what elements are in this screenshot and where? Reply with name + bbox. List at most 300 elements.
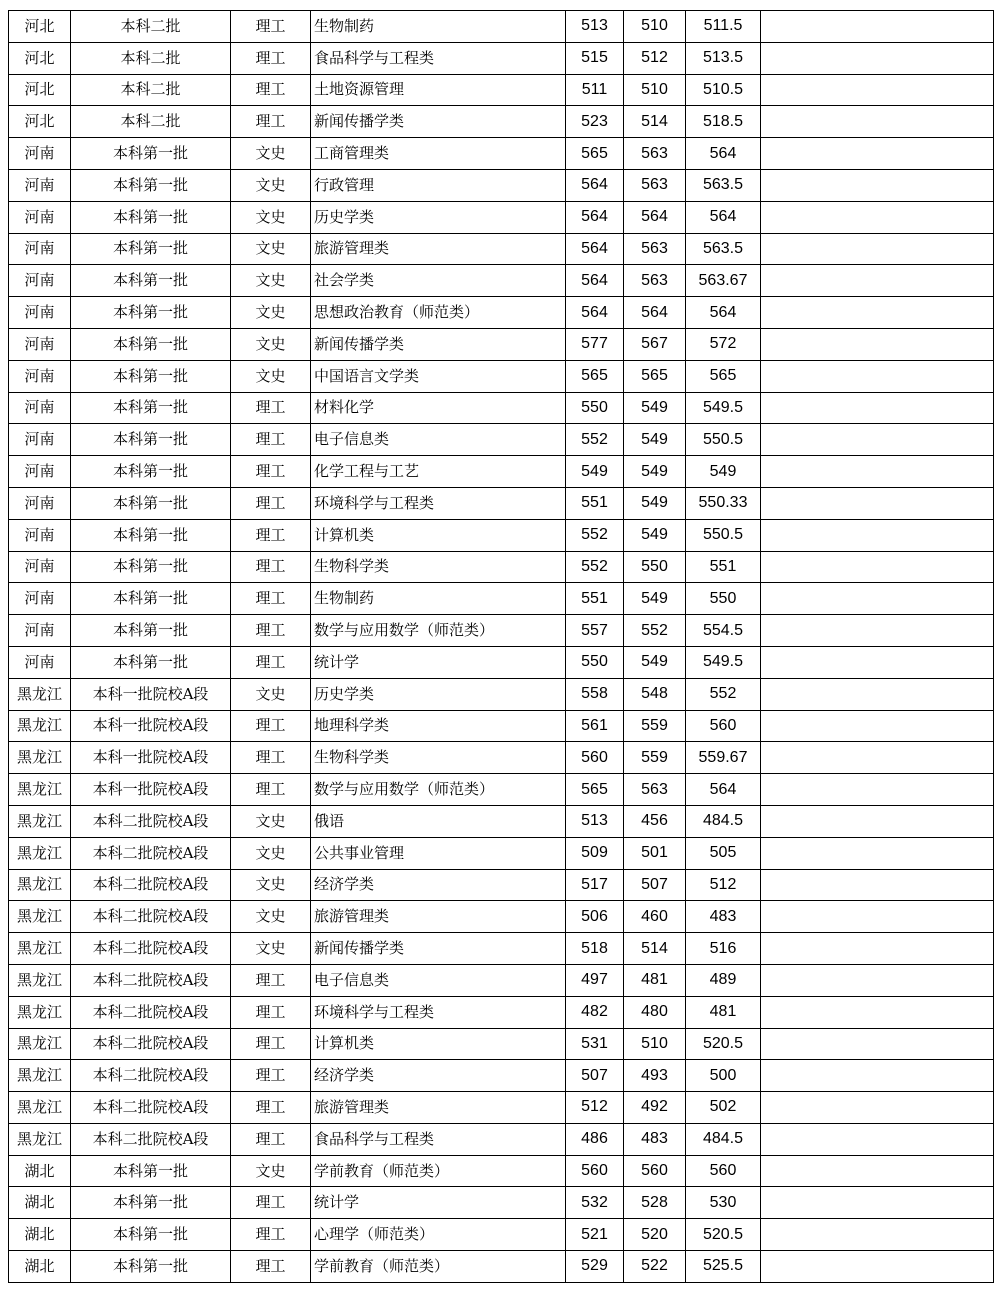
category-cell: 文史: [231, 328, 311, 360]
max-score-cell: 564: [566, 233, 624, 265]
batch-cell: 本科二批院校A段: [71, 1028, 231, 1060]
major-cell: 旅游管理类: [311, 901, 566, 933]
category-cell: 理工: [231, 106, 311, 138]
batch-cell: 本科第一批: [71, 233, 231, 265]
table-row: [9, 901, 994, 933]
avg-score-cell: 505: [686, 837, 761, 869]
province-cell: 河南: [9, 328, 71, 360]
min-score-cell: 549: [624, 583, 686, 615]
batch-cell: 本科第一批: [71, 138, 231, 170]
avg-score-cell: 525.5: [686, 1251, 761, 1283]
note-cell: [761, 456, 994, 488]
avg-score-cell: 560: [686, 710, 761, 742]
major-cell: 历史学类: [311, 678, 566, 710]
note-cell: [761, 1155, 994, 1187]
note-cell: [761, 74, 994, 106]
max-score-cell: 517: [566, 869, 624, 901]
table-row: [9, 1028, 994, 1060]
category-cell: 文史: [231, 678, 311, 710]
batch-cell: 本科二批院校A段: [71, 933, 231, 965]
avg-score-cell: 549.5: [686, 392, 761, 424]
major-cell: 思想政治教育（师范类）: [311, 297, 566, 329]
province-cell: 河南: [9, 201, 71, 233]
batch-cell: 本科一批院校A段: [71, 774, 231, 806]
batch-cell: 本科第一批: [71, 328, 231, 360]
province-cell: 河南: [9, 551, 71, 583]
avg-score-cell: 563.5: [686, 169, 761, 201]
table-row: [9, 996, 994, 1028]
note-cell: [761, 297, 994, 329]
province-cell: 湖北: [9, 1187, 71, 1219]
major-cell: 计算机类: [311, 1028, 566, 1060]
avg-score-cell: 560: [686, 1155, 761, 1187]
avg-score-cell: 563.5: [686, 233, 761, 265]
province-cell: 黑龙江: [9, 805, 71, 837]
province-cell: 黑龙江: [9, 742, 71, 774]
major-cell: 地理科学类: [311, 710, 566, 742]
max-score-cell: 532: [566, 1187, 624, 1219]
category-cell: 文史: [231, 869, 311, 901]
category-cell: 理工: [231, 456, 311, 488]
province-cell: 河北: [9, 42, 71, 74]
province-cell: 河南: [9, 424, 71, 456]
min-score-cell: 510: [624, 1028, 686, 1060]
min-score-cell: 549: [624, 487, 686, 519]
batch-cell: 本科二批院校A段: [71, 964, 231, 996]
max-score-cell: 551: [566, 583, 624, 615]
max-score-cell: 558: [566, 678, 624, 710]
batch-cell: 本科二批: [71, 11, 231, 43]
major-cell: 数学与应用数学（师范类）: [311, 774, 566, 806]
batch-cell: 本科二批: [71, 42, 231, 74]
batch-cell: 本科第一批: [71, 583, 231, 615]
major-cell: 食品科学与工程类: [311, 1123, 566, 1155]
note-cell: [761, 837, 994, 869]
category-cell: 文史: [231, 233, 311, 265]
table-row: [9, 138, 994, 170]
batch-cell: 本科第一批: [71, 1155, 231, 1187]
min-score-cell: 565: [624, 360, 686, 392]
note-cell: [761, 265, 994, 297]
avg-score-cell: 565: [686, 360, 761, 392]
batch-cell: 本科第一批: [71, 646, 231, 678]
avg-score-cell: 572: [686, 328, 761, 360]
avg-score-cell: 550: [686, 583, 761, 615]
avg-score-cell: 549: [686, 456, 761, 488]
major-cell: 经济学类: [311, 1060, 566, 1092]
province-cell: 湖北: [9, 1251, 71, 1283]
major-cell: 电子信息类: [311, 424, 566, 456]
note-cell: [761, 392, 994, 424]
note-cell: [761, 328, 994, 360]
max-score-cell: 564: [566, 265, 624, 297]
batch-cell: 本科二批: [71, 74, 231, 106]
table-row: [9, 169, 994, 201]
major-cell: 土地资源管理: [311, 74, 566, 106]
note-cell: [761, 138, 994, 170]
category-cell: 文史: [231, 297, 311, 329]
note-cell: [761, 1187, 994, 1219]
category-cell: 文史: [231, 1155, 311, 1187]
note-cell: [761, 869, 994, 901]
province-cell: 河南: [9, 233, 71, 265]
note-cell: [761, 519, 994, 551]
major-cell: 统计学: [311, 646, 566, 678]
max-score-cell: 515: [566, 42, 624, 74]
note-cell: [761, 583, 994, 615]
note-cell: [761, 1123, 994, 1155]
category-cell: 理工: [231, 1251, 311, 1283]
category-cell: 文史: [231, 805, 311, 837]
max-score-cell: 529: [566, 1251, 624, 1283]
min-score-cell: 549: [624, 392, 686, 424]
table-row: [9, 1092, 994, 1124]
province-cell: 河北: [9, 11, 71, 43]
min-score-cell: 549: [624, 519, 686, 551]
major-cell: 环境科学与工程类: [311, 996, 566, 1028]
note-cell: [761, 424, 994, 456]
major-cell: 生物制药: [311, 583, 566, 615]
note-cell: [761, 233, 994, 265]
avg-score-cell: 563.67: [686, 265, 761, 297]
min-score-cell: 560: [624, 1155, 686, 1187]
table-row: [9, 615, 994, 647]
major-cell: 食品科学与工程类: [311, 42, 566, 74]
category-cell: 理工: [231, 551, 311, 583]
category-cell: 理工: [231, 392, 311, 424]
avg-score-cell: 530: [686, 1187, 761, 1219]
min-score-cell: 563: [624, 265, 686, 297]
min-score-cell: 501: [624, 837, 686, 869]
avg-score-cell: 549.5: [686, 646, 761, 678]
major-cell: 俄语: [311, 805, 566, 837]
province-cell: 黑龙江: [9, 710, 71, 742]
major-cell: 计算机类: [311, 519, 566, 551]
max-score-cell: 509: [566, 837, 624, 869]
max-score-cell: 523: [566, 106, 624, 138]
category-cell: 文史: [231, 138, 311, 170]
category-cell: 理工: [231, 1060, 311, 1092]
table-row: [9, 805, 994, 837]
note-cell: [761, 901, 994, 933]
min-score-cell: 563: [624, 169, 686, 201]
category-cell: 文史: [231, 933, 311, 965]
max-score-cell: 560: [566, 1155, 624, 1187]
max-score-cell: 512: [566, 1092, 624, 1124]
avg-score-cell: 564: [686, 201, 761, 233]
note-cell: [761, 805, 994, 837]
avg-score-cell: 481: [686, 996, 761, 1028]
min-score-cell: 563: [624, 774, 686, 806]
avg-score-cell: 564: [686, 774, 761, 806]
batch-cell: 本科第一批: [71, 424, 231, 456]
table-row: [9, 551, 994, 583]
max-score-cell: 507: [566, 1060, 624, 1092]
avg-score-cell: 550.33: [686, 487, 761, 519]
avg-score-cell: 516: [686, 933, 761, 965]
note-cell: [761, 106, 994, 138]
avg-score-cell: 484.5: [686, 1123, 761, 1155]
max-score-cell: 521: [566, 1219, 624, 1251]
batch-cell: 本科第一批: [71, 1251, 231, 1283]
category-cell: 理工: [231, 1028, 311, 1060]
max-score-cell: 550: [566, 392, 624, 424]
min-score-cell: 481: [624, 964, 686, 996]
table-row: [9, 233, 994, 265]
category-cell: 理工: [231, 487, 311, 519]
admission-score-table: [8, 10, 994, 1283]
max-score-cell: 497: [566, 964, 624, 996]
province-cell: 河南: [9, 487, 71, 519]
min-score-cell: 559: [624, 742, 686, 774]
avg-score-cell: 489: [686, 964, 761, 996]
min-score-cell: 549: [624, 456, 686, 488]
batch-cell: 本科第一批: [71, 615, 231, 647]
min-score-cell: 567: [624, 328, 686, 360]
category-cell: 理工: [231, 42, 311, 74]
category-cell: 理工: [231, 1187, 311, 1219]
table-row: [9, 1060, 994, 1092]
min-score-cell: 549: [624, 646, 686, 678]
province-cell: 河南: [9, 360, 71, 392]
batch-cell: 本科二批院校A段: [71, 869, 231, 901]
min-score-cell: 563: [624, 233, 686, 265]
province-cell: 黑龙江: [9, 901, 71, 933]
batch-cell: 本科二批院校A段: [71, 805, 231, 837]
avg-score-cell: 559.67: [686, 742, 761, 774]
avg-score-cell: 512: [686, 869, 761, 901]
max-score-cell: 552: [566, 424, 624, 456]
note-cell: [761, 742, 994, 774]
min-score-cell: 507: [624, 869, 686, 901]
province-cell: 黑龙江: [9, 869, 71, 901]
major-cell: 统计学: [311, 1187, 566, 1219]
max-score-cell: 561: [566, 710, 624, 742]
batch-cell: 本科第一批: [71, 265, 231, 297]
table-row: [9, 710, 994, 742]
avg-score-cell: 564: [686, 138, 761, 170]
province-cell: 黑龙江: [9, 1123, 71, 1155]
batch-cell: 本科二批院校A段: [71, 901, 231, 933]
major-cell: 电子信息类: [311, 964, 566, 996]
table-body: [9, 11, 994, 1283]
batch-cell: 本科第一批: [71, 360, 231, 392]
category-cell: 理工: [231, 742, 311, 774]
avg-score-cell: 551: [686, 551, 761, 583]
batch-cell: 本科第一批: [71, 487, 231, 519]
table-row: [9, 424, 994, 456]
category-cell: 理工: [231, 615, 311, 647]
province-cell: 黑龙江: [9, 1060, 71, 1092]
province-cell: 河南: [9, 615, 71, 647]
score-table-container: [8, 10, 994, 1283]
avg-score-cell: 552: [686, 678, 761, 710]
note-cell: [761, 996, 994, 1028]
note-cell: [761, 1251, 994, 1283]
note-cell: [761, 933, 994, 965]
max-score-cell: 531: [566, 1028, 624, 1060]
avg-score-cell: 518.5: [686, 106, 761, 138]
table-row: [9, 646, 994, 678]
table-row: [9, 1187, 994, 1219]
province-cell: 黑龙江: [9, 1028, 71, 1060]
batch-cell: 本科第一批: [71, 551, 231, 583]
note-cell: [761, 615, 994, 647]
table-row: [9, 774, 994, 806]
note-cell: [761, 11, 994, 43]
table-row: [9, 297, 994, 329]
table-row: [9, 487, 994, 519]
note-cell: [761, 42, 994, 74]
category-cell: 理工: [231, 519, 311, 551]
category-cell: 理工: [231, 11, 311, 43]
province-cell: 黑龙江: [9, 678, 71, 710]
max-score-cell: 511: [566, 74, 624, 106]
table-row: [9, 933, 994, 965]
max-score-cell: 564: [566, 169, 624, 201]
max-score-cell: 482: [566, 996, 624, 1028]
note-cell: [761, 1028, 994, 1060]
max-score-cell: 513: [566, 11, 624, 43]
province-cell: 河南: [9, 169, 71, 201]
table-row: [9, 74, 994, 106]
major-cell: 环境科学与工程类: [311, 487, 566, 519]
major-cell: 旅游管理类: [311, 1092, 566, 1124]
max-score-cell: 552: [566, 551, 624, 583]
min-score-cell: 493: [624, 1060, 686, 1092]
max-score-cell: 564: [566, 201, 624, 233]
max-score-cell: 565: [566, 774, 624, 806]
table-row: [9, 360, 994, 392]
province-cell: 河南: [9, 456, 71, 488]
max-score-cell: 551: [566, 487, 624, 519]
major-cell: 材料化学: [311, 392, 566, 424]
table-row: [9, 42, 994, 74]
avg-score-cell: 510.5: [686, 74, 761, 106]
avg-score-cell: 502: [686, 1092, 761, 1124]
major-cell: 数学与应用数学（师范类）: [311, 615, 566, 647]
max-score-cell: 564: [566, 297, 624, 329]
category-cell: 文史: [231, 360, 311, 392]
major-cell: 新闻传播学类: [311, 328, 566, 360]
avg-score-cell: 554.5: [686, 615, 761, 647]
table-row: [9, 869, 994, 901]
major-cell: 新闻传播学类: [311, 106, 566, 138]
major-cell: 社会学类: [311, 265, 566, 297]
min-score-cell: 520: [624, 1219, 686, 1251]
major-cell: 工商管理类: [311, 138, 566, 170]
category-cell: 理工: [231, 424, 311, 456]
province-cell: 河南: [9, 583, 71, 615]
batch-cell: 本科第一批: [71, 519, 231, 551]
max-score-cell: 557: [566, 615, 624, 647]
note-cell: [761, 360, 994, 392]
major-cell: 生物科学类: [311, 551, 566, 583]
province-cell: 河南: [9, 519, 71, 551]
max-score-cell: 552: [566, 519, 624, 551]
avg-score-cell: 550.5: [686, 519, 761, 551]
category-cell: 理工: [231, 996, 311, 1028]
avg-score-cell: 483: [686, 901, 761, 933]
category-cell: 理工: [231, 74, 311, 106]
batch-cell: 本科一批院校A段: [71, 678, 231, 710]
province-cell: 湖北: [9, 1219, 71, 1251]
category-cell: 文史: [231, 169, 311, 201]
category-cell: 理工: [231, 774, 311, 806]
table-row: [9, 1155, 994, 1187]
province-cell: 湖北: [9, 1155, 71, 1187]
avg-score-cell: 550.5: [686, 424, 761, 456]
major-cell: 化学工程与工艺: [311, 456, 566, 488]
batch-cell: 本科二批院校A段: [71, 1060, 231, 1092]
min-score-cell: 510: [624, 11, 686, 43]
major-cell: 旅游管理类: [311, 233, 566, 265]
batch-cell: 本科二批院校A段: [71, 1092, 231, 1124]
max-score-cell: 550: [566, 646, 624, 678]
min-score-cell: 460: [624, 901, 686, 933]
note-cell: [761, 487, 994, 519]
category-cell: 文史: [231, 265, 311, 297]
avg-score-cell: 513.5: [686, 42, 761, 74]
min-score-cell: 514: [624, 106, 686, 138]
table-row: [9, 837, 994, 869]
note-cell: [761, 551, 994, 583]
min-score-cell: 549: [624, 424, 686, 456]
min-score-cell: 563: [624, 138, 686, 170]
table-row: [9, 392, 994, 424]
min-score-cell: 512: [624, 42, 686, 74]
table-row: [9, 1123, 994, 1155]
batch-cell: 本科二批院校A段: [71, 996, 231, 1028]
min-score-cell: 483: [624, 1123, 686, 1155]
min-score-cell: 514: [624, 933, 686, 965]
category-cell: 理工: [231, 964, 311, 996]
major-cell: 心理学（师范类）: [311, 1219, 566, 1251]
major-cell: 公共事业管理: [311, 837, 566, 869]
min-score-cell: 564: [624, 297, 686, 329]
batch-cell: 本科二批院校A段: [71, 837, 231, 869]
max-score-cell: 486: [566, 1123, 624, 1155]
avg-score-cell: 520.5: [686, 1028, 761, 1060]
avg-score-cell: 500: [686, 1060, 761, 1092]
major-cell: 学前教育（师范类）: [311, 1155, 566, 1187]
note-cell: [761, 964, 994, 996]
province-cell: 河南: [9, 297, 71, 329]
batch-cell: 本科第一批: [71, 169, 231, 201]
category-cell: 文史: [231, 837, 311, 869]
batch-cell: 本科二批院校A段: [71, 1123, 231, 1155]
min-score-cell: 528: [624, 1187, 686, 1219]
min-score-cell: 559: [624, 710, 686, 742]
major-cell: 经济学类: [311, 869, 566, 901]
category-cell: 文史: [231, 901, 311, 933]
table-row: [9, 265, 994, 297]
table-row: [9, 1219, 994, 1251]
max-score-cell: 565: [566, 138, 624, 170]
major-cell: 历史学类: [311, 201, 566, 233]
max-score-cell: 560: [566, 742, 624, 774]
category-cell: 理工: [231, 646, 311, 678]
note-cell: [761, 1219, 994, 1251]
max-score-cell: 513: [566, 805, 624, 837]
major-cell: 行政管理: [311, 169, 566, 201]
major-cell: 生物制药: [311, 11, 566, 43]
major-cell: 新闻传播学类: [311, 933, 566, 965]
batch-cell: 本科二批: [71, 106, 231, 138]
province-cell: 河南: [9, 392, 71, 424]
table-row: [9, 742, 994, 774]
batch-cell: 本科一批院校A段: [71, 710, 231, 742]
